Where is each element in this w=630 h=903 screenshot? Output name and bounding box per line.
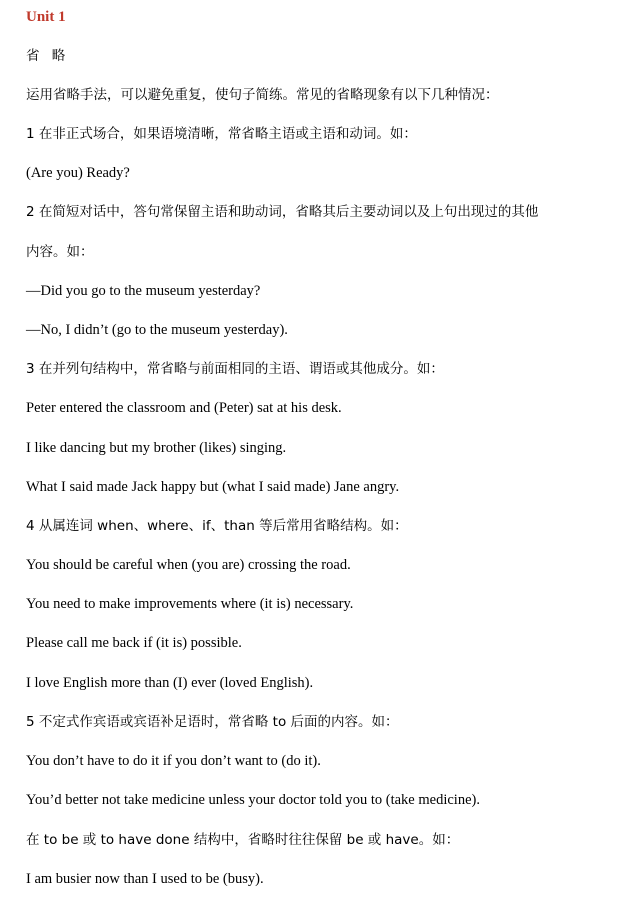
rule-2-line-1: 2 在简短对话中，答句常保留主语和助动词，省略其后主要动词以及上句出现过的其他 (26, 204, 539, 220)
rule-1: 1 在非正式场合，如果语境清晰，常省略主语或主语和动词。如： (26, 126, 417, 142)
example-4-4: I love English more than (I) ever (loved English). (26, 675, 314, 691)
example-3-3: What I said made Jack happy but (what I said made) Jane angry. (26, 479, 400, 495)
section-heading: 省 略 (26, 48, 70, 64)
unit-title: Unit 1 (26, 9, 66, 25)
example-5-3: I am busier now than I used to be (busy). (26, 871, 264, 887)
example-3-2: I like dancing but my brother (likes) singing. (26, 440, 287, 456)
example-3-1: Peter entered the classroom and (Peter) sat at his desk. (26, 400, 342, 416)
example-4-1: You should be careful when (you are) crossing the road. (26, 557, 351, 573)
rule-2-line-2: 内容。如： (26, 244, 94, 260)
example-4-3: Please call me back if (it is) possible. (26, 635, 242, 651)
example-1-1: (Are you) Ready? (26, 165, 130, 181)
example-2-1: —Did you go to the museum yesterday? (26, 283, 261, 299)
example-4-2: You need to make improvements where (it is) necessary. (26, 596, 354, 612)
example-5-1: You don’t have to do it if you don’t want to (do it). (26, 753, 321, 769)
example-5-2: You’d better not take medicine unless your doctor told you to (take medicine). (26, 792, 480, 808)
example-2-2: —No, I didn’t (go to the museum yesterday). (26, 322, 288, 338)
rule-3: 3 在并列句结构中，常省略与前面相同的主语、谓语或其他成分。如： (26, 361, 444, 377)
rule-4: 4 从属连词 when、where、if、than 等后常用省略结构。如： (26, 518, 408, 534)
intro-paragraph: 运用省略手法，可以避免重复，使句子简练。常见的省略现象有以下几种情况： (26, 87, 499, 103)
rule-5-note: 在 to be 或 to have done 结构中，省略时往往保留 be 或 have。如： (26, 832, 460, 848)
rule-5: 5 不定式作宾语或宾语补足语时，常省略 to 后面的内容。如： (26, 714, 399, 730)
